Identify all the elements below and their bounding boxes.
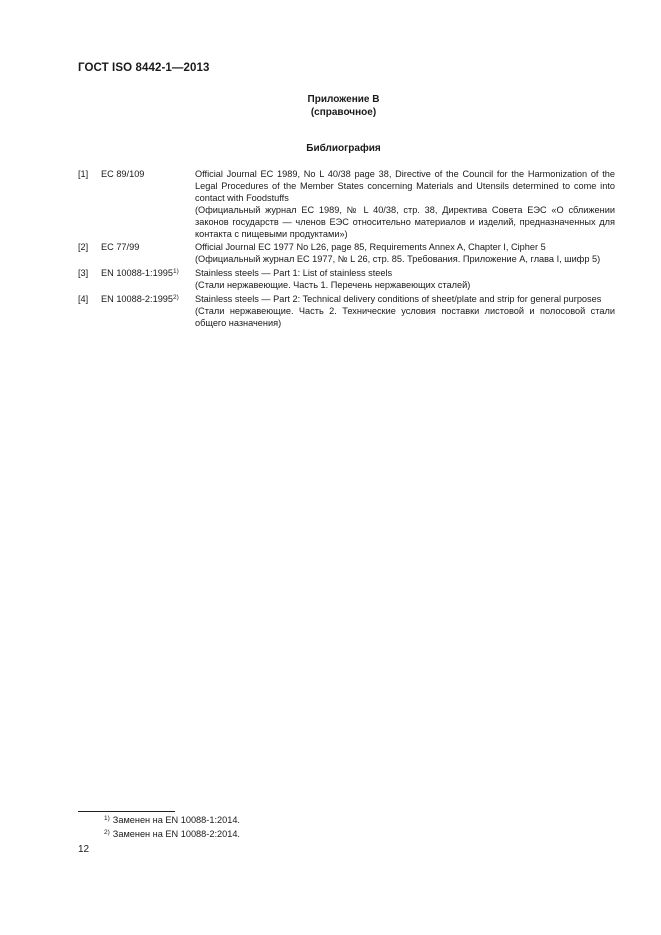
footnote-text: Заменен на EN 10088-2:2014.	[112, 829, 240, 839]
appendix-heading	[0, 93, 661, 119]
entry-title-translation: (Официальный журнал ЕС 1989, № L 40/38, стр. 38, Директива Совета ЕЭС «О сближении законов государств — членов ЕЭС относительно материалов и изделий, предназначенных для контакта с пищевыми продуктами»)	[195, 204, 615, 239]
entry-code: EN 10088-2:1995$^{2)}$	[101, 294, 179, 305]
bibliography-list	[78, 169, 615, 332]
footnote-mark: 2)	[173, 294, 179, 302]
page-number: 12	[78, 844, 90, 855]
footnote	[104, 827, 240, 841]
entry-text	[195, 169, 615, 240]
footnotes	[104, 813, 240, 841]
footnote-mark: 1)	[104, 815, 110, 822]
footnote-separator	[78, 811, 175, 812]
entry-title-translation: (Стали нержавеющие. Часть 2. Технические условия поставки листовой и полосовой стали общего назначения)	[195, 305, 615, 328]
entry-text	[195, 268, 615, 292]
appendix-title: Приложение В	[307, 94, 380, 105]
bibliography-title: Библиография	[306, 143, 381, 154]
entry-title-original: Official Journal EC 1977 No L26, page 85, Requirements Annex A, Chapter I, Cipher 5	[195, 242, 546, 253]
entry-title-original: Stainless steels — Part 2: Technical delivery conditions of sheet/plate and strip for general purposes	[195, 294, 602, 305]
entry-title-translation: (Стали нержавеющие. Часть 1. Перечень нержавеющих сталей)	[195, 280, 471, 291]
appendix-subtitle: (справочное)	[310, 107, 377, 118]
entry-number: [3]	[78, 268, 89, 279]
entry-title-original: Stainless steels — Part 1: List of stainless steels	[195, 268, 393, 279]
entry-code: EN 10088-1:1995$^{1)}$	[101, 268, 179, 279]
footnote-text: Заменен на EN 10088-1:2014.	[112, 815, 240, 825]
entry-number: [1]	[78, 169, 89, 179]
bibliography-entry	[78, 268, 615, 292]
entry-number: [4]	[78, 294, 89, 305]
footnote-mark: 2)	[104, 829, 110, 836]
entry-title-original: Official Journal EC 1989, No L 40/38 page 38, Directive of the Council for the Harmonization of the Legal Procedures of the Member States concerning Materials and Utensils determined to come into contact with Foodstuffs	[195, 169, 615, 203]
bibliography-entry	[78, 169, 615, 240]
entry-text	[195, 242, 615, 266]
entry-code: ЕС 89/109	[101, 169, 145, 179]
entry-text	[195, 294, 615, 330]
standard-designation: ГОСТ ISO 8442-1—2013	[78, 62, 210, 74]
bibliography-entry	[78, 242, 615, 266]
entry-title-translation: (Официальный журнал ЕС 1977, № L 26, стр. 85. Требования. Приложение А, глава I, шифр 5)	[195, 254, 601, 265]
footnote-mark: 1)	[173, 268, 179, 276]
footnote	[104, 813, 240, 827]
entry-code: ЕС 77/99	[101, 242, 140, 253]
bibliography-entry	[78, 294, 615, 330]
entry-number: [2]	[78, 242, 89, 253]
